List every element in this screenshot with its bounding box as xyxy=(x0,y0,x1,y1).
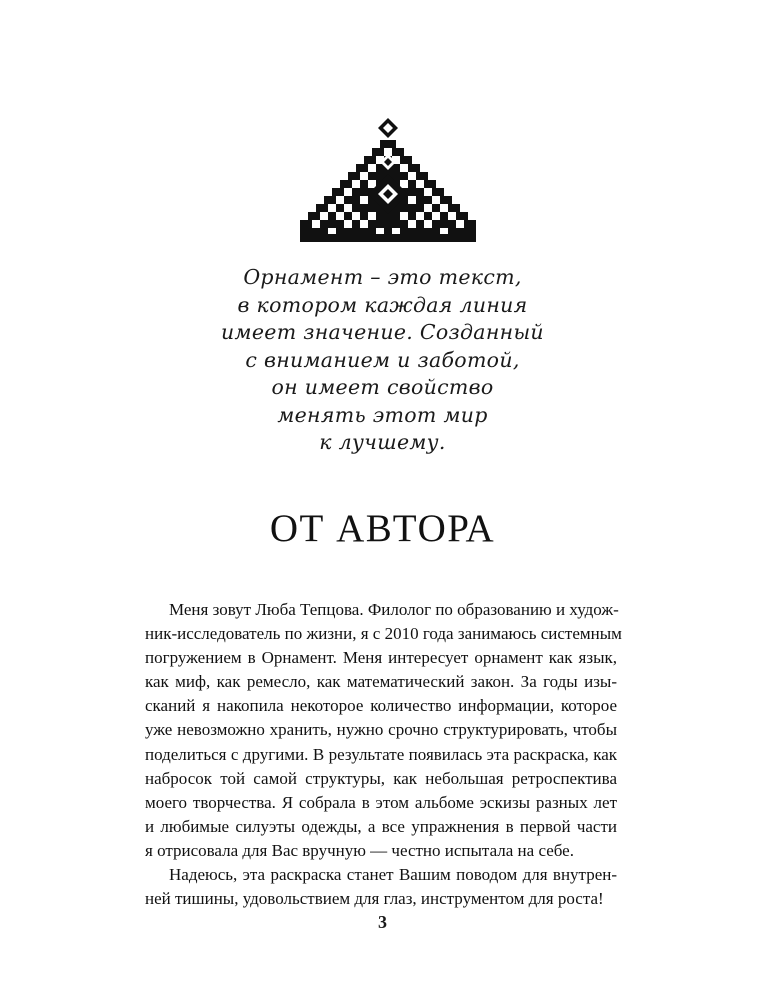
paragraph-line: ней тишины, удовольствием для глаз, инструментом для роста! xyxy=(145,889,604,909)
section-heading: ОТ АВТОРА xyxy=(269,507,496,550)
paragraph-line: ник-исследователь по жизни, я с 2010 года занимаюсь системным xyxy=(145,624,622,644)
epigraph-line: к лучшему. xyxy=(319,430,446,454)
body-text xyxy=(145,598,622,911)
epigraph-line: с вниманием и заботой, xyxy=(245,347,520,372)
paragraph-line: Меня зовут Люба Тепцова. Филолог по образованию и худож- xyxy=(169,600,619,619)
top-diamond-icon xyxy=(378,118,398,138)
paragraph-line: уже невозможно хранить, нужно срочно структурировать, чтобы xyxy=(145,720,617,740)
epigraph-line: Орнамент – это текст, xyxy=(243,265,522,289)
paragraph-line: Надеюсь, эта раскраска станет Вашим поводом для внутрен- xyxy=(169,865,617,885)
paragraph-line: моего творчества. Я собрала в этом альбоме эскизы разных лет xyxy=(145,792,617,812)
epigraph xyxy=(200,264,565,457)
paragraph-line: поделиться с другими. В результате появилась эта раскраска, как xyxy=(145,744,617,764)
epigraph-line: менять этот мир xyxy=(277,402,488,427)
epigraph-line: он имеет свойство xyxy=(271,375,494,399)
paragraph-line: я отрисовала для Вас вручную — честно испытала на себе. xyxy=(145,840,574,860)
page-number: 3 xyxy=(378,912,387,932)
paragraph-line: и любимые силуэты одежды, а все упражнения в первой части xyxy=(145,816,617,836)
triangle-ornament-icon xyxy=(300,118,476,248)
paragraph-line: погружением в Орнамент. Меня интересует орнамент как язык, xyxy=(145,648,617,668)
paragraph-line: сканий я накопила некоторое количество информации, которое xyxy=(145,696,617,716)
paragraph-line: набросок той самой структуры, как небольшая ретроспектива xyxy=(145,768,617,788)
paragraph-line: как миф, как ремесло, как математический закон. За годы изы- xyxy=(145,672,617,692)
epigraph-line: имеет значение. Созданный xyxy=(221,320,544,344)
epigraph-line: в котором каждая линия xyxy=(237,292,528,317)
